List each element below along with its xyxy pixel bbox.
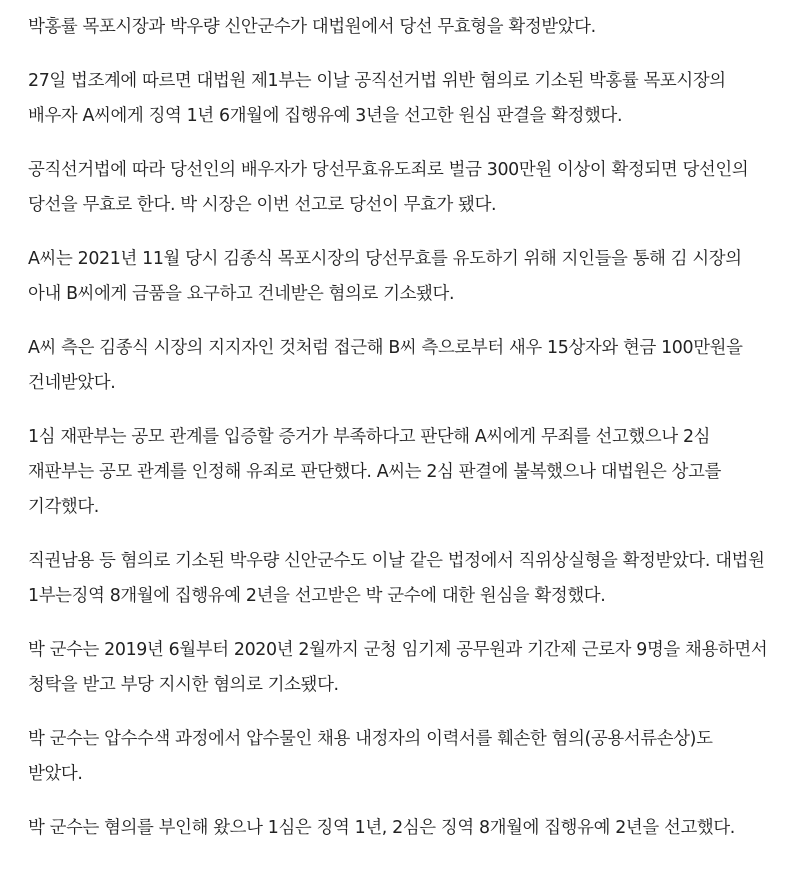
article-paragraph-1: 박홍률 목포시장과 박우량 신안군수가 대법원에서 당선 무효형을 확정받았다. <box>28 17 596 37</box>
article-paragraph-7: 직권남용 등 혐의로 기소된 박우량 신안군수도 이날 같은 법정에서 직위상실형을 확정받았다. 대법원 1부는징역 8개월에 집행유예 2년을 선고받은 박 군수에 대한 원심을 확정했다. <box>28 551 765 606</box>
article-paragraph-5: A씨 측은 김종식 시장의 지지자인 것처럼 접근해 B씨 측으로부터 새우 15상자와 현금 100만원을 건네받았다. <box>28 338 743 393</box>
article-paragraph-3: 공직선거법에 따라 당선인의 배우자가 당선무효유도죄로 벌금 300만원 이상이 확정되면 당선인의 당선을 무효로 한다. 박 시장은 이번 선고로 당선이 무효가 됐다. <box>28 160 749 215</box>
article-paragraph-4: A씨는 2021년 11월 당시 김종식 목포시장의 당선무효를 유도하기 위해 지인들을 통해 김 시장의 아내 B씨에게 금품을 요구하고 건네받은 혐의로 기소됐다. <box>28 249 742 304</box>
article-paragraph-8: 박 군수는 2019년 6월부터 2020년 2월까지 군청 임기제 공무원과 기간제 근로자 9명을 채용하면서 청탁을 받고 부당 지시한 혐의로 기소됐다. <box>28 640 768 695</box>
article-paragraph-6: 1심 재판부는 공모 관계를 입증할 증거가 부족하다고 판단해 A씨에게 무죄를 선고했으나 2심 재판부는 공모 관계를 인정해 유죄로 판단했다. A씨는 2심 판결에 불복했으나 대법원은 상고를 기각했다. <box>28 427 722 517</box>
article-paragraph-2: 27일 법조계에 따르면 대법원 제1부는 이날 공직선거법 위반 혐의로 기소된 박홍률 목포시장의 배우자 A씨에게 징역 1년 6개월에 집행유예 3년을 선고한 원심 판결을 확정했다. <box>28 71 726 126</box>
article-paragraph-10: 박 군수는 혐의를 부인해 왔으나 1심은 징역 1년, 2심은 징역 8개월에 집행유예 2년을 선고했다. <box>28 818 735 838</box>
article-paragraph-9: 박 군수는 압수수색 과정에서 압수물인 채용 내정자의 이력서를 훼손한 혐의(공용서류손상)도 받았다. <box>28 729 713 784</box>
